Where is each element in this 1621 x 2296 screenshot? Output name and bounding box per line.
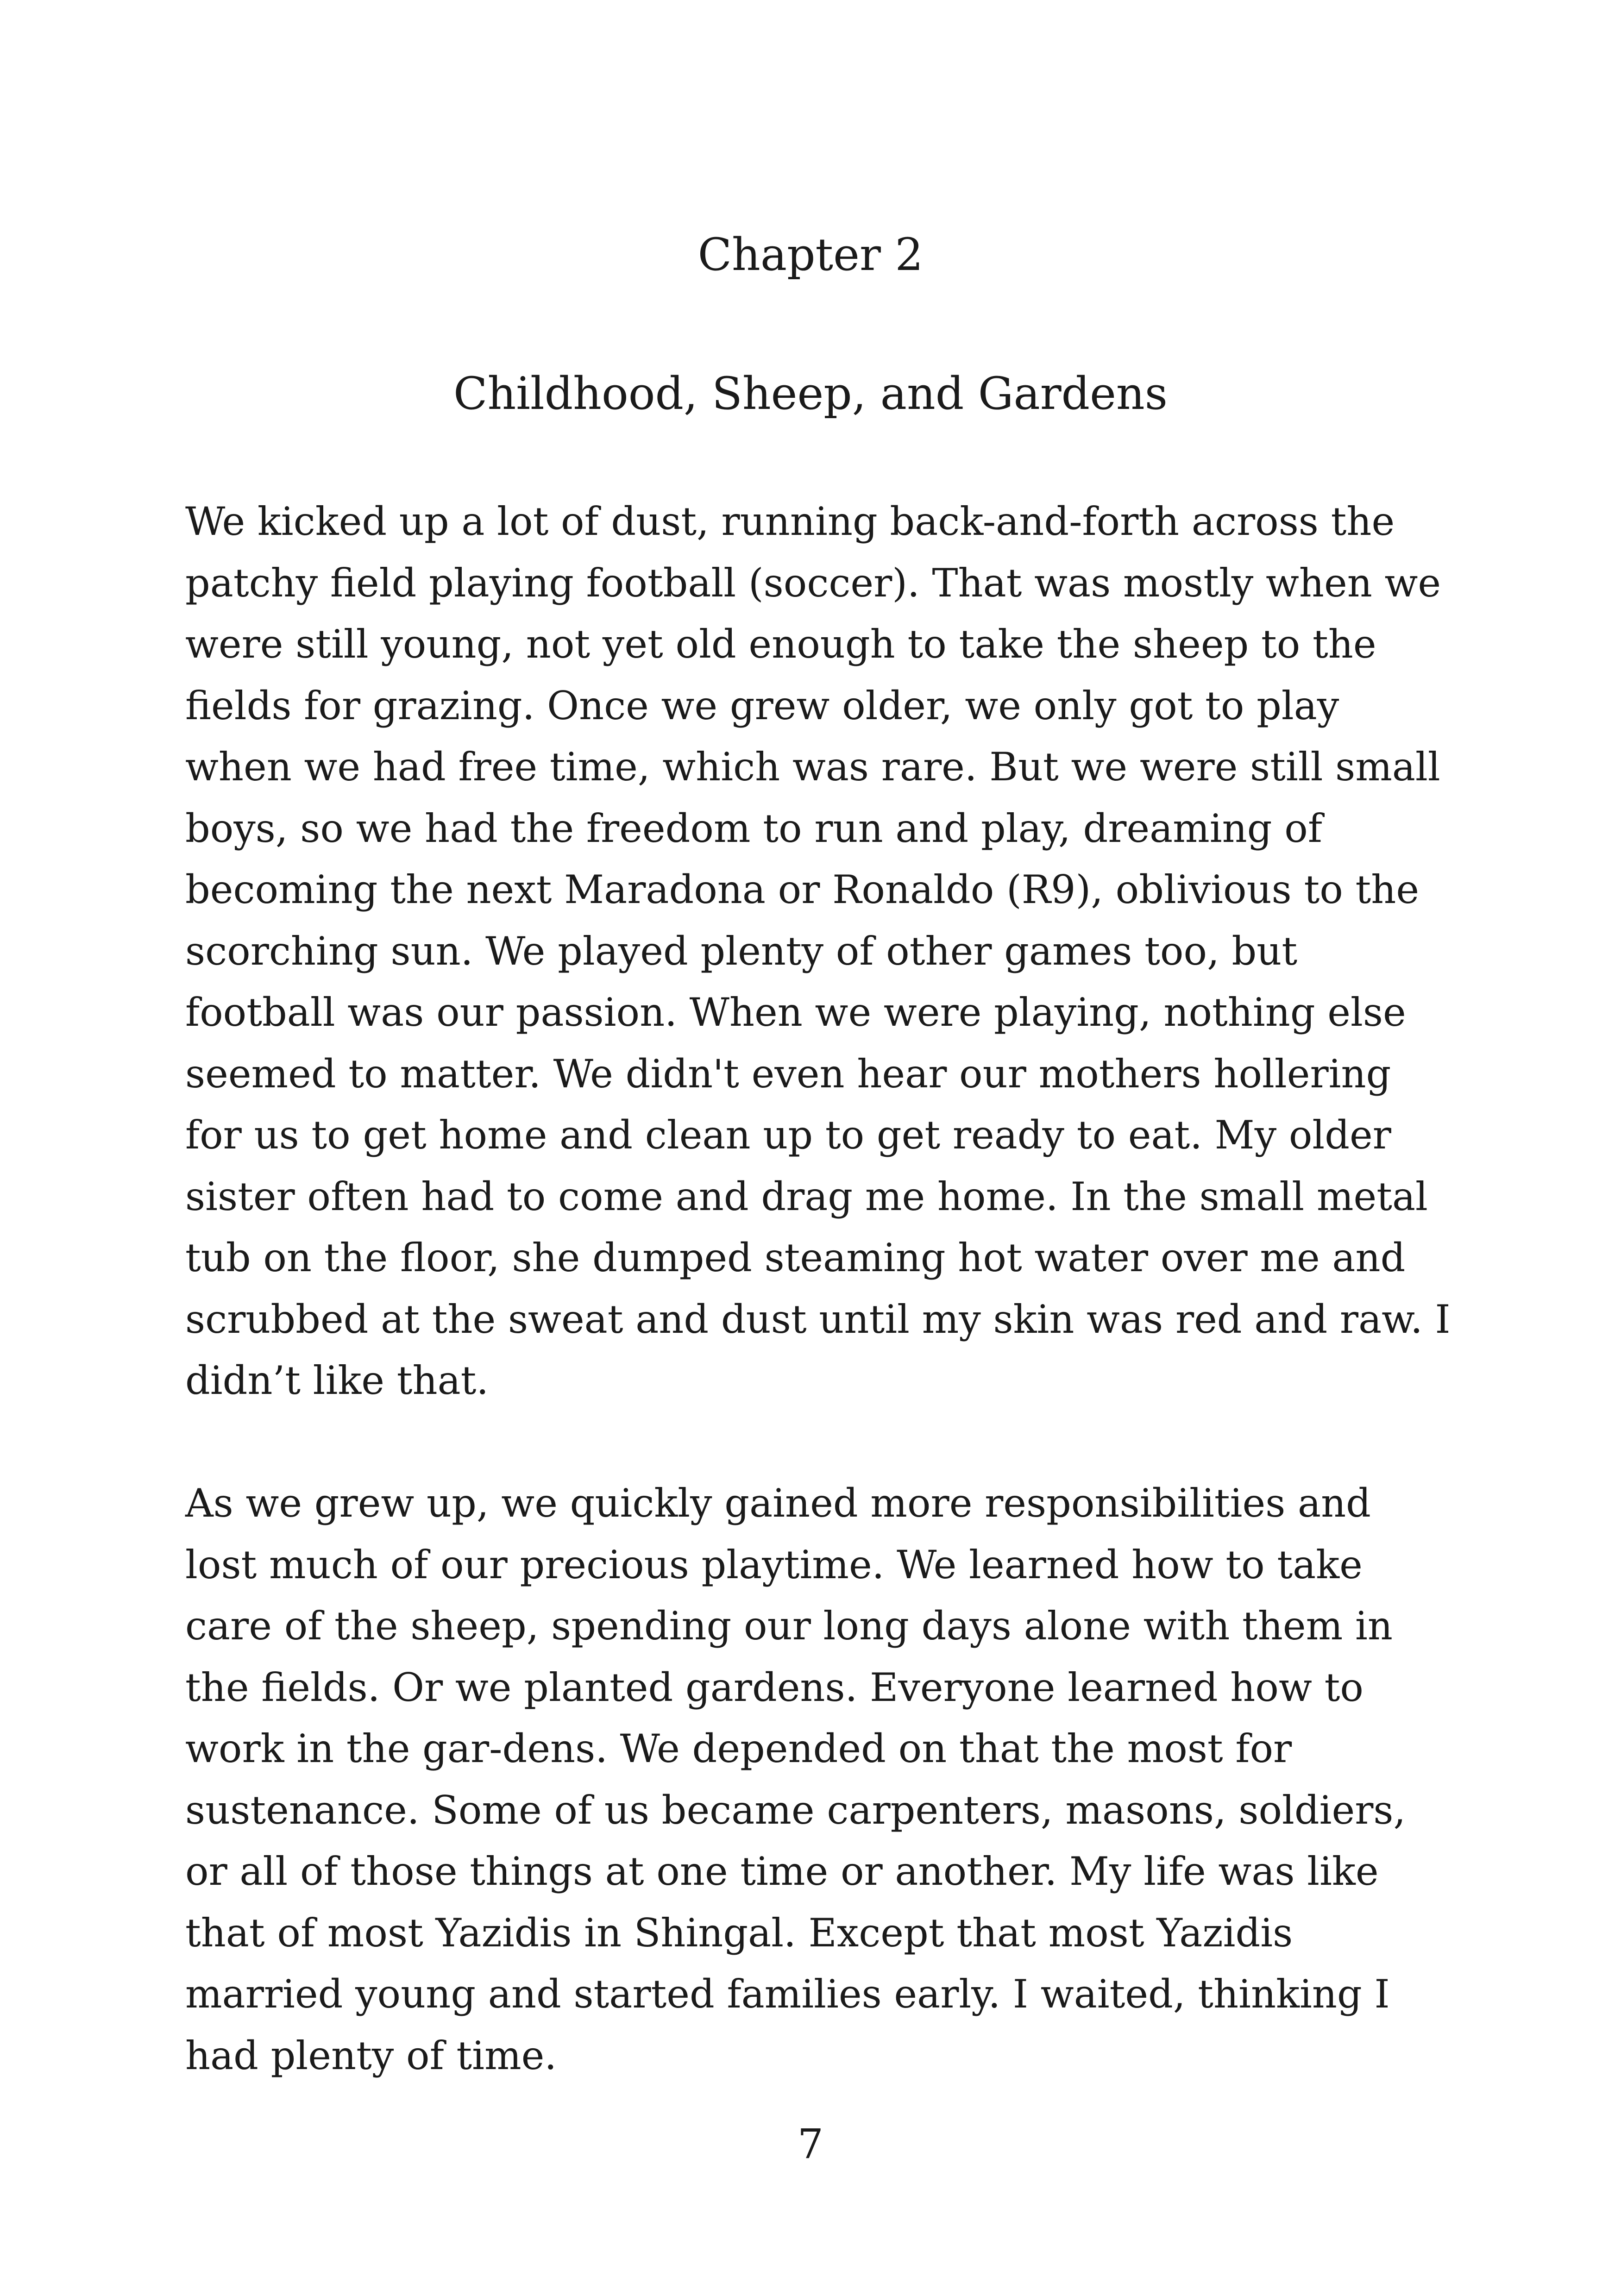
page-number: 7 <box>798 2120 823 2168</box>
chapter-number: Chapter 2 <box>697 229 924 281</box>
chapter-title: Childhood, Sheep, and Gardens <box>453 368 1168 420</box>
paragraph-1: We kicked up a lot of dust, running back-and-forth across the patchy field playing football (soccer). That was mostly when we were still young, not yet old enough to take the sheep to the fields for grazing. Once we grew older, we only got to play when we had free time, which was rare. But we were still small boys, so we had the freedom to run and play, dreaming of becoming the next Maradona or Ronaldo (R9), oblivious to the scorching sun. We played plenty of other games too, but football was our passion. When we were playing, nothing else seemed to matter. We didn't even hear our mothers hollering for us to get home and clean up to get ready to eat. My older sister often had to come and drag me home. In the small metal tub on the floor, she dumped steaming hot water over me and scrubbed at the sweat and dust until my skin was red and raw. I didn’t like that. <box>185 499 1451 1403</box>
paragraph-2: As we grew up, we quickly gained more responsibilities and lost much of our precious playtime. We learned how to take care of the sheep, spending our long days alone with them in the fields. Or we planted gardens. Everyone learned how to work in the gar-dens. We depended on that the most for sustenance. Some of us became carpenters, masons, soldiers, or all of those things at one time or another. My life was like that of most Yazidis in Shingal. Except that most Yazidis married young and started families early. I waited, thinking I had plenty of time. <box>185 1480 1406 2078</box>
chapter-body <box>185 491 1454 2148</box>
